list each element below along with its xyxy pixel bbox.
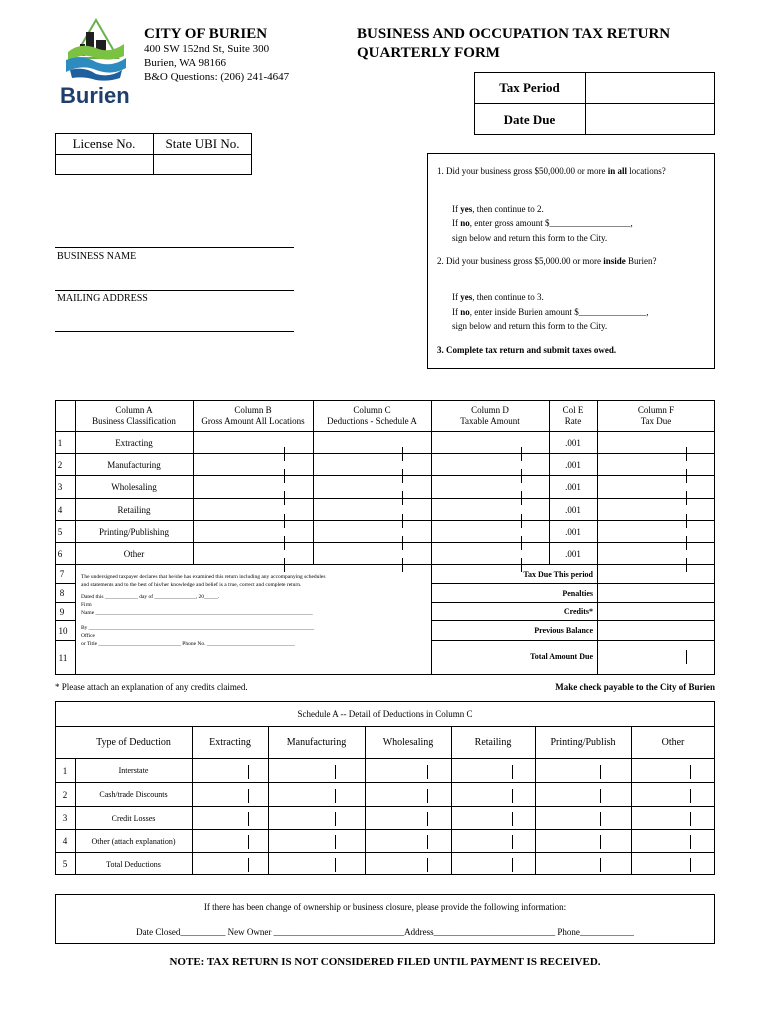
row-number: 3 [62, 813, 68, 823]
taxpayer-declaration: The undersigned taxpayer declares that he/she has examined this return including any accompanying schedules and statements and to the best of his/her knowledge and belief is a true, correct and complete return. Dated this ____________ day of _______________, 20_____. Firm Name _______________________________________________________________________________ By __________________________________________________________________________________ Office or Title ______________________________ Phone No. ________________________________ [81, 573, 426, 648]
business-name-line[interactable] [55, 247, 294, 248]
q2-text: 2. Did your business gross $5,000.00 or more [437, 256, 601, 266]
deduction-credit-losses: Credit Losses [111, 813, 156, 823]
q2-sign-instruction: sign below and return this form to the City. [452, 321, 608, 331]
mailing-address-line-2[interactable] [55, 331, 294, 332]
classification-manufacturing: Manufacturing [107, 459, 161, 470]
taxable-amount-input[interactable] [432, 454, 548, 475]
q1-locations: locations? [629, 166, 666, 176]
credits-label: Credits* [563, 607, 593, 616]
sched-header-extracting: Extracting [209, 737, 251, 748]
mailing-address-label: MAILING ADDRESS [57, 293, 148, 304]
tax-due-input[interactable] [598, 476, 714, 498]
deductions-input[interactable] [314, 521, 430, 542]
business-name-label: BUSINESS NAME [57, 251, 137, 262]
row-number: 11 [58, 653, 68, 663]
sched-header-retailing: Retailing [474, 737, 512, 748]
deductions-input[interactable] [314, 476, 430, 498]
deduction-other: Other (attach explanation) [91, 836, 176, 846]
sched-header-printing: Printing/Publish [550, 737, 616, 748]
tax-due-input[interactable] [598, 521, 714, 542]
gross-amount-input[interactable] [194, 432, 312, 453]
tax-due-period-input[interactable] [598, 565, 714, 583]
q3-text: 3. Complete tax return and submit taxes owed. [437, 345, 617, 355]
rate-manufacturing: .001 [565, 459, 581, 470]
row-number: 8 [59, 588, 65, 598]
payable-note: Make check payable to the City of Burien [555, 682, 715, 692]
gross-amount-input[interactable] [194, 454, 312, 475]
row-number: 3 [57, 482, 63, 492]
taxable-amount-input[interactable] [432, 476, 548, 498]
tax-period-field[interactable] [586, 73, 714, 103]
sched-header-wholesaling: Wholesaling [382, 737, 434, 748]
address-line-1: 400 SW 152nd St, Suite 300 [144, 43, 270, 55]
total-amount-due-input[interactable] [598, 641, 714, 674]
q2-burien: Burien? [628, 256, 657, 266]
tax-due-input[interactable] [598, 499, 714, 520]
row-number: 9 [59, 606, 65, 617]
gross-amount-input[interactable] [194, 543, 312, 564]
rate-printing: .001 [565, 526, 581, 537]
tax-due-input[interactable] [598, 432, 714, 453]
deduction-interstate: Interstate [118, 766, 149, 775]
bo-questions-phone: B&O Questions: (206) 241-4647 [144, 71, 290, 83]
header-column-b: Column B Gross Amount All Locations [201, 405, 305, 426]
mailing-address-line[interactable] [55, 290, 294, 291]
q2-inside-amount-field[interactable]: If no, enter inside Burien amount $_______________, [452, 307, 649, 317]
deduction-cash-discounts: Cash/trade Discounts [99, 790, 168, 799]
total-amount-due-label: Total Amount Due [530, 651, 593, 661]
form-title: BUSINESS AND OCCUPATION TAX RETURN [357, 26, 671, 42]
row-number: 2 [57, 459, 63, 470]
gross-amount-input[interactable] [194, 476, 312, 498]
q1-sign-instruction: sign below and return this form to the City. [452, 233, 608, 243]
city-logo-graphic [60, 18, 132, 82]
row-number: 2 [62, 789, 68, 800]
ownership-change-title: If there has been change of ownership or business closure, please provide the following information: [203, 902, 567, 912]
gross-amount-input[interactable] [194, 521, 312, 542]
firm-label: Firm [81, 602, 92, 608]
deduction-total: Total Deductions [106, 859, 161, 869]
tax-due-this-period-label: Tax Due This period [523, 569, 593, 579]
form-subtitle: QUARTERLY FORM [357, 45, 500, 61]
classification-retailing: Retailing [117, 504, 151, 515]
header-column-c: Column C Deductions - Schedule A [327, 405, 417, 426]
q1-in-all: in all [607, 166, 628, 176]
schedule-a-title: Schedule A -- Detail of Deductions in Column C [297, 709, 473, 719]
classification-other: Other [123, 548, 145, 559]
classification-wholesaling: Wholesaling [111, 482, 157, 492]
filing-notice: NOTE: TAX RETURN IS NOT CONSIDERED FILED UNTIL PAYMENT IS RECEIVED. [169, 956, 601, 968]
address-line-2: Burien, WA 98166 [144, 57, 226, 69]
tax-due-input[interactable] [598, 543, 714, 564]
q1-text: 1. Did your business gross $50,000.00 or more [437, 166, 606, 176]
row-number: 10 [58, 625, 68, 636]
sched-header-other: Other [661, 737, 685, 748]
sched-header-type: Type of Deduction [96, 737, 171, 748]
header-column-e: Col E Rate [562, 405, 584, 426]
signature-by-field[interactable]: By __________________________________________________________________________________ [81, 625, 315, 631]
classification-printing: Printing/Publishing [98, 526, 169, 537]
city-logo [60, 18, 132, 108]
license-field[interactable] [56, 155, 152, 174]
taxable-amount-input[interactable] [432, 543, 548, 564]
taxable-amount-input[interactable] [432, 432, 548, 453]
classification-extracting: Extracting [115, 437, 153, 448]
credits-note: * Please attach an explanation of any credits claimed. [55, 682, 248, 692]
title-phone-field[interactable]: or Title ______________________________ Phone No. ________________________________ [81, 641, 295, 647]
dated-field[interactable]: Dated this ____________ day of _______________, 20_____. [81, 594, 220, 600]
row-number: 6 [57, 548, 63, 559]
rate-other: .001 [565, 548, 581, 559]
row-number: 1 [57, 437, 63, 448]
deductions-input[interactable] [314, 543, 430, 564]
row-number: 4 [57, 504, 63, 515]
rate-extracting: .001 [565, 437, 581, 448]
row-number: 1 [62, 765, 68, 776]
office-label: Office [81, 633, 95, 639]
sched-header-manufacturing: Manufacturing [286, 737, 347, 748]
penalties-label: Penalties [562, 588, 593, 598]
rate-wholesaling: .001 [565, 482, 581, 492]
ubi-label: State UBI No. [165, 135, 240, 151]
date-due-field[interactable] [586, 104, 714, 134]
ownership-change-fields[interactable]: Date Closed__________ New Owner _____________________________Address___________________________ Phone____________ [136, 927, 634, 937]
row-number: 5 [62, 859, 68, 869]
previous-balance-label: Previous Balance [534, 626, 593, 635]
deductions-input[interactable] [314, 454, 430, 475]
deductions-input[interactable] [314, 499, 430, 520]
taxable-amount-input[interactable] [432, 521, 548, 542]
q1-gross-amount-field[interactable]: If no, enter gross amount $__________________, [452, 218, 633, 228]
q2-inside: inside [603, 256, 626, 266]
eligibility-questions: 1. Did your business gross $50,000.00 or more in all locations? If yes, then continue to 2. If no, enter gross amount $__________________, sign below and return this form to the City. 2. Did your business gross $5,000.00 or more inside Burien? If yes, then continue to 3. If no, enter inside Burien amount $_______________, sign below and return this form to the City. 3. Complete tax return and submit taxes owed. [427, 153, 715, 369]
tax-due-input[interactable] [598, 454, 714, 475]
firm-name-field[interactable]: Name _______________________________________________________________________________ [81, 610, 313, 616]
previous-balance-input[interactable] [598, 621, 714, 640]
rate-retailing: .001 [565, 504, 581, 515]
logo-text: Burien [60, 83, 130, 108]
deductions-input[interactable] [314, 432, 430, 453]
header-column-d: Column D Taxable Amount [460, 405, 520, 426]
license-label: License No. [72, 135, 136, 151]
header-column-a: Column A Business Classification [92, 405, 176, 426]
row-number: 5 [57, 526, 63, 537]
tax-period-label: Tax Period [499, 79, 560, 95]
credits-input[interactable] [598, 603, 714, 620]
row-number: 4 [62, 836, 68, 846]
ubi-field[interactable] [154, 155, 251, 174]
penalties-input[interactable] [598, 584, 714, 602]
taxable-amount-input[interactable] [432, 499, 548, 520]
date-due-label: Date Due [503, 111, 556, 127]
row-number: 7 [59, 569, 65, 579]
header-column-f: Column F Tax Due [637, 405, 675, 426]
gross-amount-input[interactable] [194, 499, 312, 520]
city-name: CITY OF BURIEN [144, 26, 268, 42]
